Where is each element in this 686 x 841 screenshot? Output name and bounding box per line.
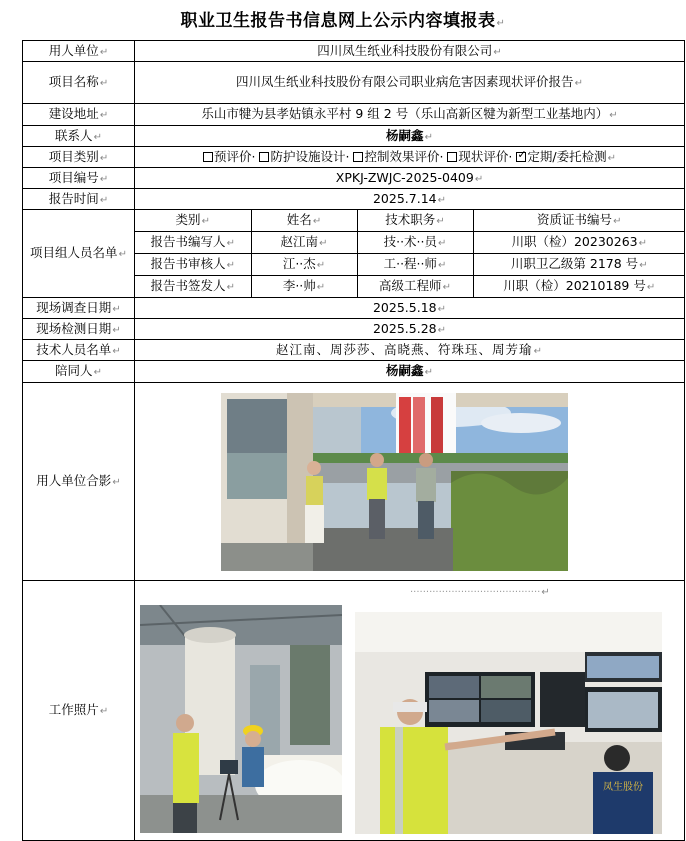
row-address [23, 104, 685, 126]
row-employer [23, 41, 685, 62]
checkbox-periodic[interactable] [516, 152, 526, 162]
team-table-cell [135, 210, 685, 298]
page-title [0, 6, 686, 31]
label-project-name: 项目名称↵ [23, 62, 135, 104]
team-name: 赵江南↵ [251, 232, 357, 254]
row-contact [23, 126, 685, 147]
label-contact: 联系人↵ [23, 126, 135, 147]
label-employer: 用人单位↵ [23, 41, 135, 62]
value-survey-date: 2025.5.18↵ [135, 298, 685, 319]
team-table [135, 210, 685, 297]
label-team: 项目组人员名单↵ [23, 210, 135, 298]
right-photo-sign: 凤生股份 [603, 782, 643, 793]
team-cert: 川职（检）20230263↵ [473, 232, 685, 254]
team-row [135, 254, 685, 276]
work-photo-right-illustration [355, 612, 662, 834]
group-photo-illustration [221, 393, 568, 571]
team-header: 类别↵ [135, 210, 251, 232]
label-group-photo: 用人单位合影↵ [23, 383, 135, 581]
checkbox-control[interactable] [353, 152, 363, 162]
row-project-no [23, 168, 685, 189]
label-escort: 陪同人↵ [23, 361, 135, 383]
value-employer: 四川凤生纸业科技股份有限公司↵ [135, 41, 685, 62]
category-option-design: 防护设施设计 [259, 149, 345, 164]
work-photo-right [355, 612, 662, 834]
row-project-name [23, 62, 685, 104]
label-technicians: 技术人员名单↵ [23, 340, 135, 361]
row-test-date [23, 319, 685, 340]
work-photo-left-illustration [140, 605, 342, 833]
team-header-row [135, 210, 685, 232]
row-technicians [23, 340, 685, 361]
team-header: 姓名↵ [251, 210, 357, 232]
value-escort: 杨嗣鑫↵ [135, 361, 685, 383]
value-report-date: 2025.7.14↵ [135, 189, 685, 210]
team-title: 工··程··师↵ [357, 254, 473, 276]
checkbox-status[interactable] [447, 152, 457, 162]
team-cert: 川职卫乙级第 2178 号↵ [473, 254, 685, 276]
dots-line: ·········································↵ [410, 587, 550, 598]
para-mark: ↵ [496, 18, 506, 29]
group-photo [221, 393, 568, 571]
value-address: 乐山市犍为县孝姑镇永平村 9 组 2 号（乐山高新区犍为新型工业基地内）↵ [135, 104, 685, 126]
team-title: 高级工程师↵ [357, 276, 473, 298]
team-role: 报告书审核人↵ [135, 254, 251, 276]
work-photo-left [140, 605, 342, 833]
row-survey-date [23, 298, 685, 319]
team-header: 技术职务↵ [357, 210, 473, 232]
team-cert: 川职（检）20210189 号↵ [473, 276, 685, 298]
value-project-no: XPKJ-ZWJC-2025-0409↵ [135, 168, 685, 189]
title-text: 职业卫生报告书信息网上公示内容填报表 [180, 11, 496, 31]
checkbox-design[interactable] [259, 152, 269, 162]
label-address: 建设地址↵ [23, 104, 135, 126]
value-project-name: 四川凤生纸业科技股份有限公司职业病危害因素现状评价报告↵ [135, 62, 685, 104]
row-report-date [23, 189, 685, 210]
category-option-control: 控制效果评价 [353, 149, 439, 164]
team-role: 报告书编写人↵ [135, 232, 251, 254]
value-technicians: 赵江南、周莎莎、高晓燕、符珠珏、周芳瑜↵ [135, 340, 685, 361]
label-report-date: 报告时间↵ [23, 189, 135, 210]
category-option-pre: 预评价 [203, 149, 252, 164]
label-project-no: 项目编号↵ [23, 168, 135, 189]
category-option-periodic: ✓定期/委托检测 [516, 149, 606, 164]
team-header: 资质证书编号↵ [473, 210, 685, 232]
value-category: 预评价· 防护设施设计· 控制效果评价· 现状评价· ✓定期/委托检测↵ [135, 147, 685, 168]
checkbox-pre[interactable] [203, 152, 213, 162]
label-work-photos: 工作照片↵ [23, 581, 135, 841]
row-team [23, 210, 685, 298]
team-title: 技··术··员↵ [357, 232, 473, 254]
category-option-status: 现状评价 [447, 149, 508, 164]
value-test-date: 2025.5.28↵ [135, 319, 685, 340]
team-row [135, 232, 685, 254]
team-row [135, 276, 685, 298]
label-category: 项目类别↵ [23, 147, 135, 168]
value-contact: 杨嗣鑫↵ [135, 126, 685, 147]
team-name: 李··帅↵ [251, 276, 357, 298]
team-role: 报告书签发人↵ [135, 276, 251, 298]
label-survey-date: 现场调查日期↵ [23, 298, 135, 319]
label-test-date: 现场检测日期↵ [23, 319, 135, 340]
row-escort [23, 361, 685, 383]
row-category [23, 147, 685, 168]
team-name: 江··杰↵ [251, 254, 357, 276]
